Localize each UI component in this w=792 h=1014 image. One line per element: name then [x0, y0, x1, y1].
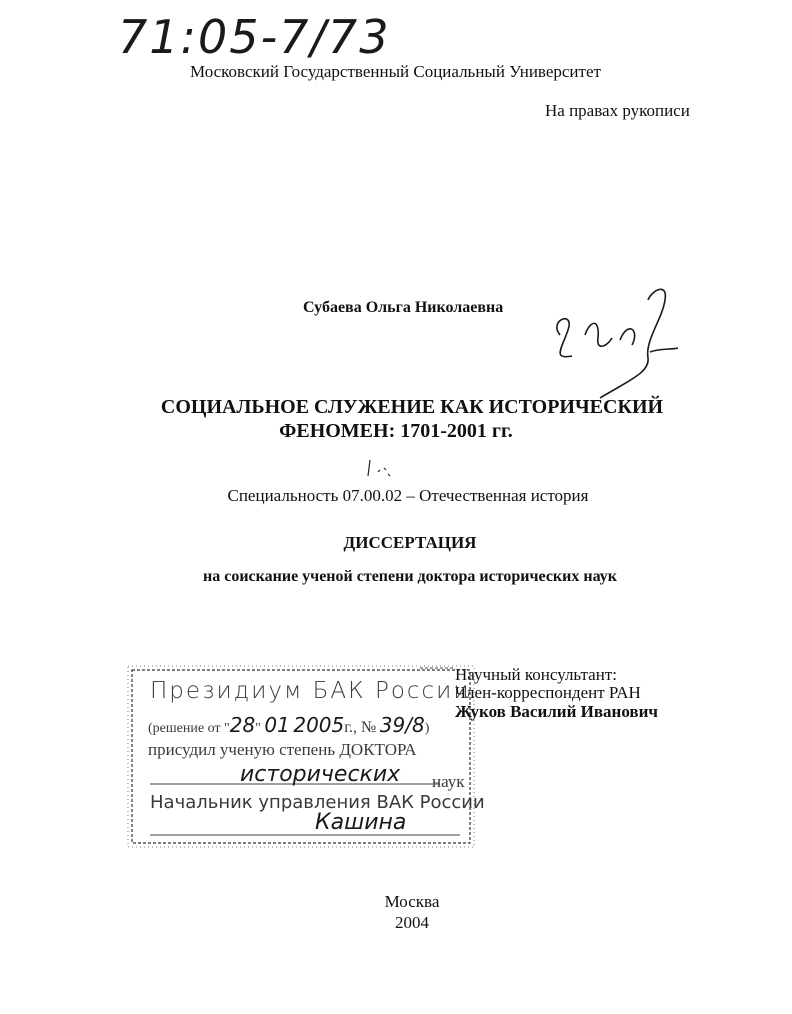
archive-code: 71:05-7/73: [118, 10, 391, 64]
degree-line: на соискание ученой степени доктора исторических наук: [203, 568, 617, 585]
stamp-close: ): [424, 721, 430, 736]
stamp-field: исторических: [240, 762, 401, 787]
stamp-sep: ": [255, 721, 261, 736]
stamp-decision: [148, 713, 429, 737]
consultant-rank: Член-корреспондент РАН: [455, 683, 641, 702]
author-name: Субаева Ольга Николаевна: [303, 299, 504, 316]
stamp-year-suffix: г., №: [344, 719, 377, 736]
stamp-head-signature: Кашина: [315, 810, 407, 835]
stamp-number: 39/8: [379, 713, 425, 737]
university-name: Московский Государственный Социальный Университет: [190, 62, 601, 81]
manuscript-rights: На правах рукописи: [545, 101, 690, 120]
stamp-awarded: присудил ученую степень ДОКТОРА: [148, 740, 417, 759]
stamp-presidium: Президиум БАК России: [150, 678, 471, 704]
document-type: ДИССЕРТАЦИЯ: [343, 533, 477, 552]
year: 2004: [395, 913, 429, 932]
dissertation-title-line1: СОЦИАЛЬНОЕ СЛУЖЕНИЕ КАК ИСТОРИЧЕСКИЙ: [160, 396, 664, 418]
stamp-head: Начальник управления ВАК России: [150, 792, 485, 813]
city: Москва: [384, 892, 440, 911]
dissertation-title-line2: ФЕНОМЕН: 1701-2001 гг.: [279, 420, 513, 442]
stamp-field-suffix: наук: [432, 772, 465, 791]
stamp-year: 2005: [293, 713, 345, 737]
consultant-name: Жуков Василий Иванович: [455, 702, 658, 721]
specialty: Специальность 07.00.02 – Отечественная история: [227, 486, 589, 505]
stamp-decision-prefix: (решение от ": [148, 721, 230, 736]
consultant-label: Научный консультант:: [455, 665, 617, 684]
stamp-day: 28: [229, 713, 256, 737]
stamp-month: 01: [264, 713, 290, 737]
